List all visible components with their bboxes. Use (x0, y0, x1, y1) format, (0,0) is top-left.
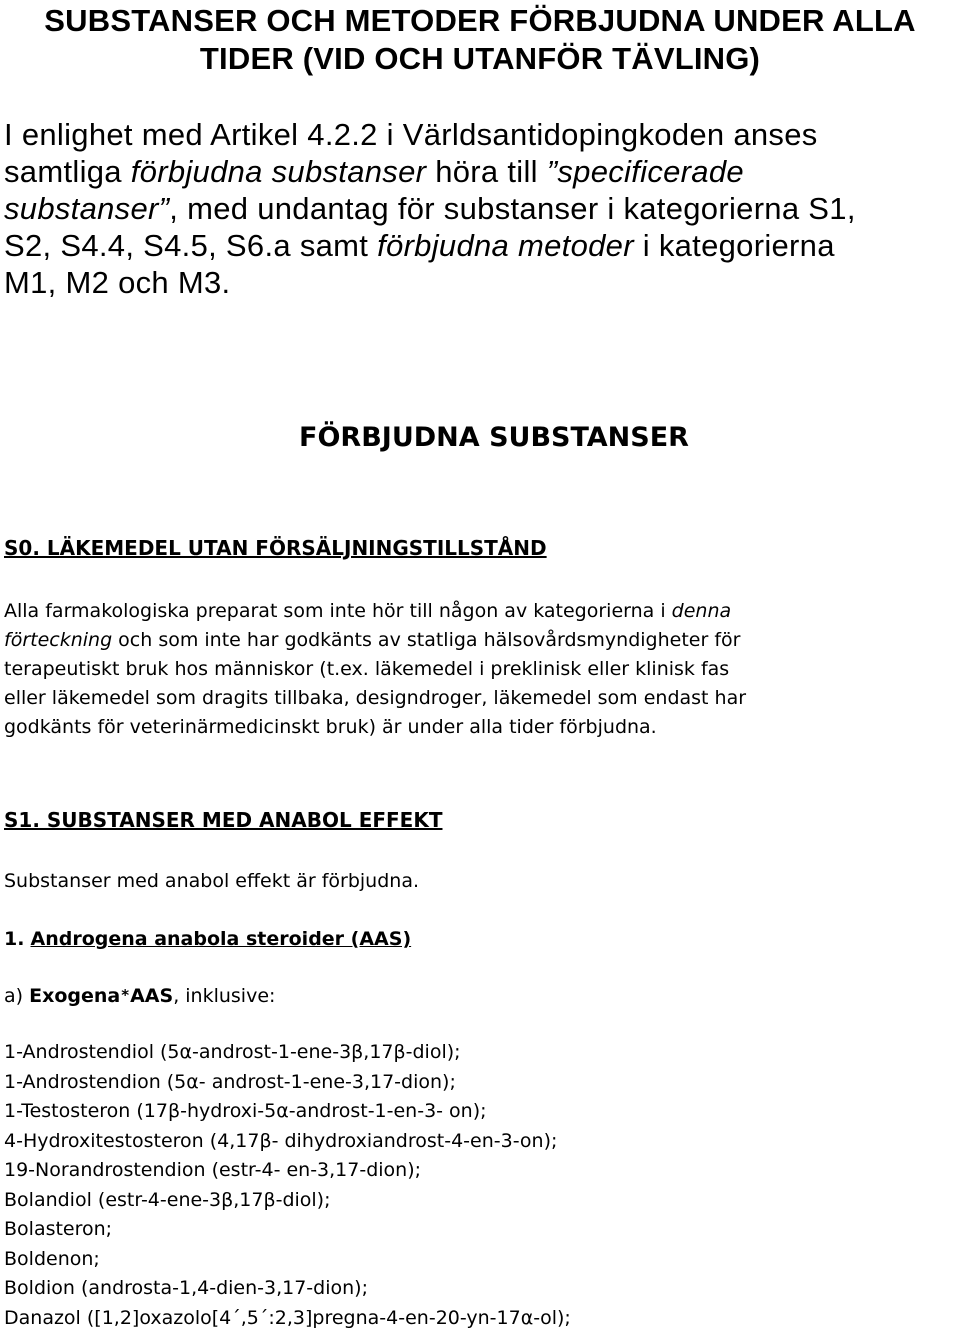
substance-item: Bolasteron; (4, 1218, 113, 1240)
item-bold: Exogena (29, 985, 121, 1007)
asterisk-marker: * (121, 986, 130, 1004)
title-line-1: SUBSTANSER OCH METODER FÖRBJUDNA UNDER ALLA (44, 3, 916, 38)
substance-list (4, 1038, 571, 1333)
intro-emphasis: substanser” (4, 191, 170, 226)
intro-line-2 (4, 153, 954, 190)
s0-emphasis: denna (671, 600, 732, 622)
intro-text: höra till (426, 154, 547, 189)
item-text: , inklusive: (173, 985, 276, 1007)
substance-item: Danazol ([1,2]oxazolo[4´,5´:2,3]pregna-4-en-20-yn-17α-ol); (4, 1306, 571, 1329)
s0-line-4: eller läkemedel som dragits tillbaka, designdroger, läkemedel som endast har (4, 687, 747, 709)
substance-item: 4-Hydroxitestosteron (4,17β- dihydroxiandrost-4-en-3-on); (4, 1129, 558, 1152)
intro-text: S2, S4.4, S4.5, S6.a samt (4, 228, 378, 263)
intro-line-5: M1, M2 och M3. (4, 265, 231, 300)
intro-text: i kategorierna (633, 228, 835, 263)
intro-text: , med undantag för substanser i kategorierna S1, (169, 191, 856, 226)
s0-paragraph (4, 597, 954, 742)
intro-emphasis: förbjudna metoder (377, 228, 634, 263)
s1-subsection-heading (4, 925, 411, 953)
s0-line-3: terapeutiskt bruk hos människor (t.ex. läkemedel i preklinisk eller klinisk fas (4, 658, 730, 680)
substance-item: Boldenon; (4, 1247, 100, 1270)
subsection-number: 1. (4, 928, 25, 950)
substance-item: 1-Androstendiol (5α-androst-1-ene-3β,17β-diol); (4, 1041, 461, 1063)
s0-text: Alla farmakologiska preparat som inte hör till någon av kategorierna i (4, 600, 672, 622)
item-label: a) (4, 985, 24, 1007)
intro-line-4 (4, 227, 954, 264)
title-line-2: TIDER (VID OCH UTANFÖR TÄVLING) (199, 41, 761, 76)
s0-line-2 (4, 626, 954, 655)
intro-paragraph (4, 116, 954, 301)
intro-text: samtliga (4, 154, 131, 189)
intro-emphasis: ”specificerade (546, 154, 744, 189)
substance-item: 19-Norandrostendion (estr-4- en-3,17-dion); (4, 1159, 422, 1181)
substance-item: 1-Androstendion (5α- androst-1-ene-3,17-dion); (4, 1070, 456, 1093)
intro-emphasis: förbjudna substanser (130, 154, 427, 189)
s0-heading: S0. LÄKEMEDEL UTAN FÖRSÄLJNINGSTILLSTÅND (4, 536, 547, 560)
substance-item: Boldion (androsta-1,4-dien-3,17-dion); (4, 1277, 368, 1299)
s1-item-a (4, 981, 275, 1010)
s0-line-1 (4, 597, 954, 626)
item-bold: AAS (130, 985, 174, 1007)
s1-heading: S1. SUBSTANSER MED ANABOL EFFEKT (4, 808, 443, 832)
s1-text: Substanser med anabol effekt är förbjudna. (4, 870, 420, 892)
s0-line-5: godkänts för veterinärmedicinskt bruk) är under alla tider förbjudna. (4, 716, 657, 738)
s0-text: och som inte har godkänts av statliga hälsovårdsmyndigheter för (112, 629, 741, 651)
subsection-title: Androgena anabola steroider (AAS) (30, 928, 412, 950)
substance-item: 1-Testosteron (17β-hydroxi-5α-androst-1-en-3- on); (4, 1100, 487, 1122)
intro-line-3 (4, 190, 954, 227)
intro-line-1: I enlighet med Artikel 4.2.2 i Världsantidopingkoden anses (4, 117, 818, 152)
document-title (0, 2, 960, 78)
s0-emphasis: förteckning (4, 629, 113, 651)
section-title: FÖRBJUDNA SUBSTANSER (299, 422, 689, 453)
substance-item: Bolandiol (estr-4-ene-3β,17β-diol); (4, 1188, 331, 1211)
